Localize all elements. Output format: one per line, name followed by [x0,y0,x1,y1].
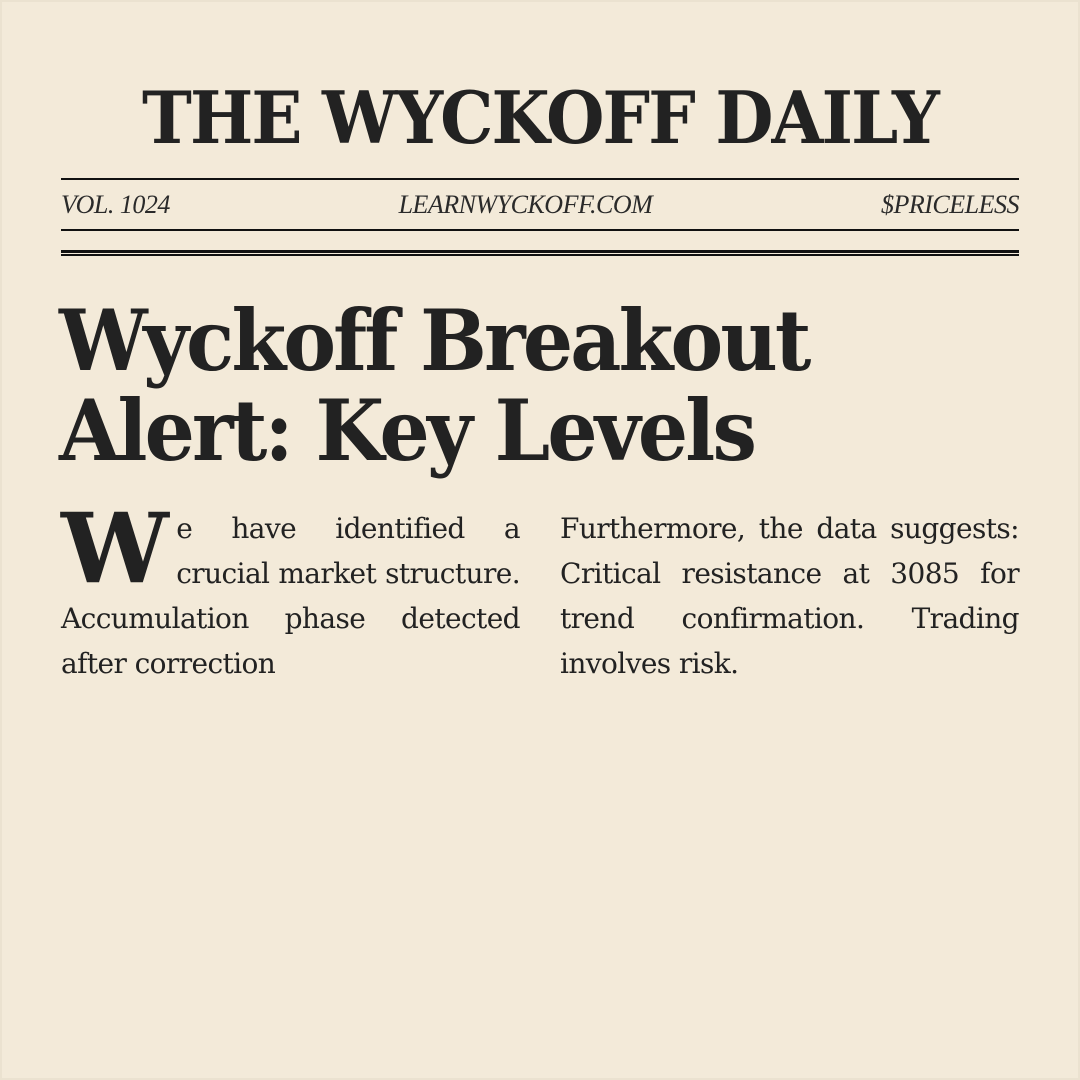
double-rule-lower [61,254,1019,256]
article-columns [61,492,1019,686]
column-1-text: e have identified a crucial market structure. Accumulation phase detected after correction [61,512,520,680]
masthead-title: THE WYCKOFF DAILY [141,75,938,160]
column-2-text: Furthermore, the data suggests: Critical resistance at 3085 for trend confirmation. Trading involves risk. [560,512,1019,680]
article-column-1 [61,492,520,686]
volume-label: VOL. 1024 [61,190,170,219]
masthead-meta-bar [61,186,1019,224]
article-headline: Wyckoff Breakout Alert: Key Levels [59,291,809,480]
article-column-2 [560,506,1019,686]
masthead-top-rule [61,178,1019,180]
drop-cap: W [61,492,169,605]
website-label: LEARNWYCKOFF.COM [398,190,653,219]
price-label: $PRICELESS [881,190,1019,219]
double-rule-upper [61,250,1019,253]
masthead-bottom-rule [61,229,1019,231]
